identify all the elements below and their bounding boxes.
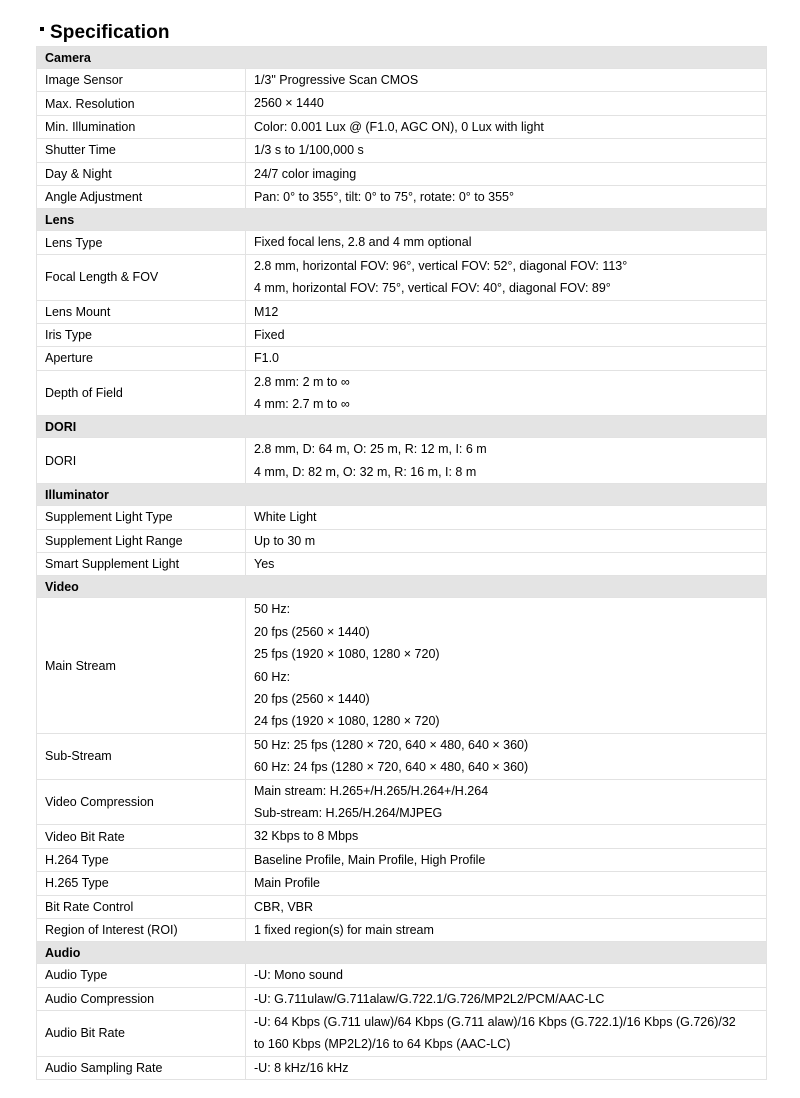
spec-label: Max. Resolution xyxy=(37,92,246,115)
spec-value xyxy=(246,964,767,987)
spec-label: Iris Type xyxy=(37,323,246,346)
spec-value xyxy=(246,895,767,918)
spec-value-line: 2560 × 1440 xyxy=(254,96,324,111)
section-header xyxy=(37,576,767,598)
spec-label: Depth of Field xyxy=(37,370,246,416)
spec-value xyxy=(246,825,767,848)
spec-row xyxy=(37,918,767,941)
spec-value-line: Main Profile xyxy=(254,876,320,891)
spec-value-line: Fixed focal lens, 2.8 and 4 mm optional xyxy=(254,235,472,250)
spec-label: Aperture xyxy=(37,347,246,370)
page-title-text: Specification xyxy=(50,22,170,43)
spec-value xyxy=(246,347,767,370)
spec-value-line: 1/3 s to 1/100,000 s xyxy=(254,143,364,158)
spec-value-line: 24/7 color imaging xyxy=(254,166,357,181)
spec-row xyxy=(37,1056,767,1079)
spec-value xyxy=(246,918,767,941)
spec-label: Sub-Stream xyxy=(37,733,246,779)
spec-value-line: M12 xyxy=(254,304,279,319)
spec-label: Angle Adjustment xyxy=(37,185,246,208)
spec-value xyxy=(246,300,767,323)
spec-row xyxy=(37,115,767,138)
spec-value xyxy=(246,872,767,895)
spec-label: Bit Rate Control xyxy=(37,895,246,918)
spec-row xyxy=(37,185,767,208)
spec-label: Lens Type xyxy=(37,231,246,254)
spec-value xyxy=(246,185,767,208)
spec-label: Min. Illumination xyxy=(37,115,246,138)
section-header xyxy=(37,47,767,69)
spec-label: Region of Interest (ROI) xyxy=(37,918,246,941)
section-header xyxy=(37,484,767,506)
spec-label: Audio Bit Rate xyxy=(37,1011,246,1057)
spec-label: Main Stream xyxy=(37,598,246,733)
spec-value-line: 25 fps (1920 × 1080, 1280 × 720) xyxy=(254,647,440,662)
spec-value xyxy=(246,733,767,779)
spec-value xyxy=(246,987,767,1010)
spec-value-line: Pan: 0° to 355°, tilt: 0° to 75°, rotate: 0° to 355° xyxy=(254,189,515,204)
spec-row xyxy=(37,347,767,370)
spec-label: H.265 Type xyxy=(37,872,246,895)
section-title: DORI xyxy=(37,416,767,438)
spec-value-line: Up to 30 m xyxy=(254,533,316,548)
spec-value xyxy=(246,69,767,92)
spec-value-line: CBR, VBR xyxy=(254,899,314,914)
spec-value-line: 4 mm, D: 82 m, O: 32 m, R: 16 m, I: 8 m xyxy=(254,464,477,479)
section-title: Lens xyxy=(37,209,767,231)
spec-label: Day & Night xyxy=(37,162,246,185)
spec-value xyxy=(246,553,767,576)
spec-value xyxy=(246,438,767,484)
spec-value-line: 2.8 mm, D: 64 m, O: 25 m, R: 12 m, I: 6 m xyxy=(254,442,487,457)
spec-value xyxy=(246,1056,767,1079)
spec-row xyxy=(37,92,767,115)
spec-row xyxy=(37,300,767,323)
spec-value-line: 1/3" Progressive Scan CMOS xyxy=(254,73,419,87)
spec-value-line: 60 Hz: xyxy=(254,669,291,684)
spec-row xyxy=(37,323,767,346)
spec-value xyxy=(246,529,767,552)
spec-value xyxy=(246,370,767,416)
spec-value-line: Sub-stream: H.265/H.264/MJPEG xyxy=(254,805,443,820)
spec-label: Lens Mount xyxy=(37,300,246,323)
spec-label: Image Sensor xyxy=(37,69,246,92)
spec-value-line: 1 fixed region(s) for main stream xyxy=(254,922,434,937)
spec-row xyxy=(37,872,767,895)
spec-value xyxy=(246,323,767,346)
spec-value xyxy=(246,92,767,115)
spec-row xyxy=(37,370,767,416)
spec-row xyxy=(37,139,767,162)
spec-value xyxy=(246,779,767,825)
spec-value-line: Main stream: H.265+/H.265/H.264+/H.264 xyxy=(254,783,489,798)
spec-row xyxy=(37,1011,767,1057)
spec-row xyxy=(37,895,767,918)
bullet-icon xyxy=(40,27,44,31)
page-title xyxy=(40,22,170,44)
specification-table xyxy=(36,46,767,1080)
spec-row xyxy=(37,733,767,779)
spec-label: Focal Length & FOV xyxy=(37,254,246,300)
spec-value-line: 24 fps (1920 × 1080, 1280 × 720) xyxy=(254,714,440,729)
spec-value-line: 32 Kbps to 8 Mbps xyxy=(254,829,359,844)
spec-value-line: 4 mm: 2.7 m to ∞ xyxy=(254,397,350,412)
spec-value-line: 50 Hz: 25 fps (1280 × 720, 640 × 480, 640 × 360) xyxy=(254,737,529,752)
spec-row xyxy=(37,964,767,987)
spec-value-line: White Light xyxy=(254,510,317,525)
spec-row xyxy=(37,598,767,733)
spec-row xyxy=(37,987,767,1010)
spec-value-line: 60 Hz: 24 fps (1280 × 720, 640 × 480, 640 × 360) xyxy=(254,760,529,775)
spec-value xyxy=(246,1011,767,1057)
spec-label: Audio Sampling Rate xyxy=(37,1056,246,1079)
spec-value-line: -U: Mono sound xyxy=(254,968,343,983)
spec-value xyxy=(246,506,767,529)
spec-value-line: -U: 8 kHz/16 kHz xyxy=(254,1060,349,1075)
spec-value xyxy=(246,848,767,871)
spec-value-line: 2.8 mm: 2 m to ∞ xyxy=(254,374,350,389)
spec-value-line: 50 Hz: xyxy=(254,602,291,617)
spec-row xyxy=(37,231,767,254)
section-title: Audio xyxy=(37,942,767,964)
spec-value-line: Fixed xyxy=(254,327,285,342)
spec-value xyxy=(246,598,767,733)
spec-value xyxy=(246,115,767,138)
spec-label: Shutter Time xyxy=(37,139,246,162)
section-title: Camera xyxy=(37,47,767,69)
spec-value xyxy=(246,254,767,300)
spec-value xyxy=(246,139,767,162)
spec-value xyxy=(246,162,767,185)
section-header xyxy=(37,942,767,964)
section-title: Illuminator xyxy=(37,484,767,506)
section-header xyxy=(37,209,767,231)
spec-row xyxy=(37,438,767,484)
spec-row xyxy=(37,779,767,825)
spec-label: Video Compression xyxy=(37,779,246,825)
section-title: Video xyxy=(37,576,767,598)
spec-row xyxy=(37,529,767,552)
spec-value-line: -U: G.711ulaw/G.711alaw/G.722.1/G.726/MP2L2/PCM/AAC-LC xyxy=(254,991,605,1006)
spec-row xyxy=(37,254,767,300)
spec-value-line: to 160 Kbps (MP2L2)/16 to 64 Kbps (AAC-LC) xyxy=(254,1037,511,1052)
spec-value-line: Color: 0.001 Lux @ (F1.0, AGC ON), 0 Lux with light xyxy=(254,119,544,134)
spec-label: Audio Type xyxy=(37,964,246,987)
spec-value-line: F1.0 xyxy=(254,351,280,366)
spec-label: Video Bit Rate xyxy=(37,825,246,848)
spec-value-line: 2.8 mm, horizontal FOV: 96°, vertical FOV: 52°, diagonal FOV: 113° xyxy=(254,258,628,273)
spec-label: DORI xyxy=(37,438,246,484)
spec-value-line: Baseline Profile, Main Profile, High Profile xyxy=(254,852,486,867)
spec-value xyxy=(246,231,767,254)
spec-value-line: 4 mm, horizontal FOV: 75°, vertical FOV: 40°, diagonal FOV: 89° xyxy=(254,281,611,296)
spec-label: Supplement Light Type xyxy=(37,506,246,529)
spec-row xyxy=(37,825,767,848)
spec-value-line: 20 fps (2560 × 1440) xyxy=(254,691,370,706)
spec-row xyxy=(37,69,767,92)
spec-row xyxy=(37,162,767,185)
spec-label: Audio Compression xyxy=(37,987,246,1010)
spec-value-line: Yes xyxy=(254,557,275,572)
spec-value-line: 20 fps (2560 × 1440) xyxy=(254,624,370,639)
section-header xyxy=(37,416,767,438)
spec-row xyxy=(37,506,767,529)
spec-value-line: -U: 64 Kbps (G.711 ulaw)/64 Kbps (G.711 alaw)/16 Kbps (G.722.1)/16 Kbps (G.726)/32 xyxy=(254,1015,736,1030)
spec-row xyxy=(37,553,767,576)
spec-label: Smart Supplement Light xyxy=(37,553,246,576)
spec-label: H.264 Type xyxy=(37,848,246,871)
spec-label: Supplement Light Range xyxy=(37,529,246,552)
spec-row xyxy=(37,848,767,871)
